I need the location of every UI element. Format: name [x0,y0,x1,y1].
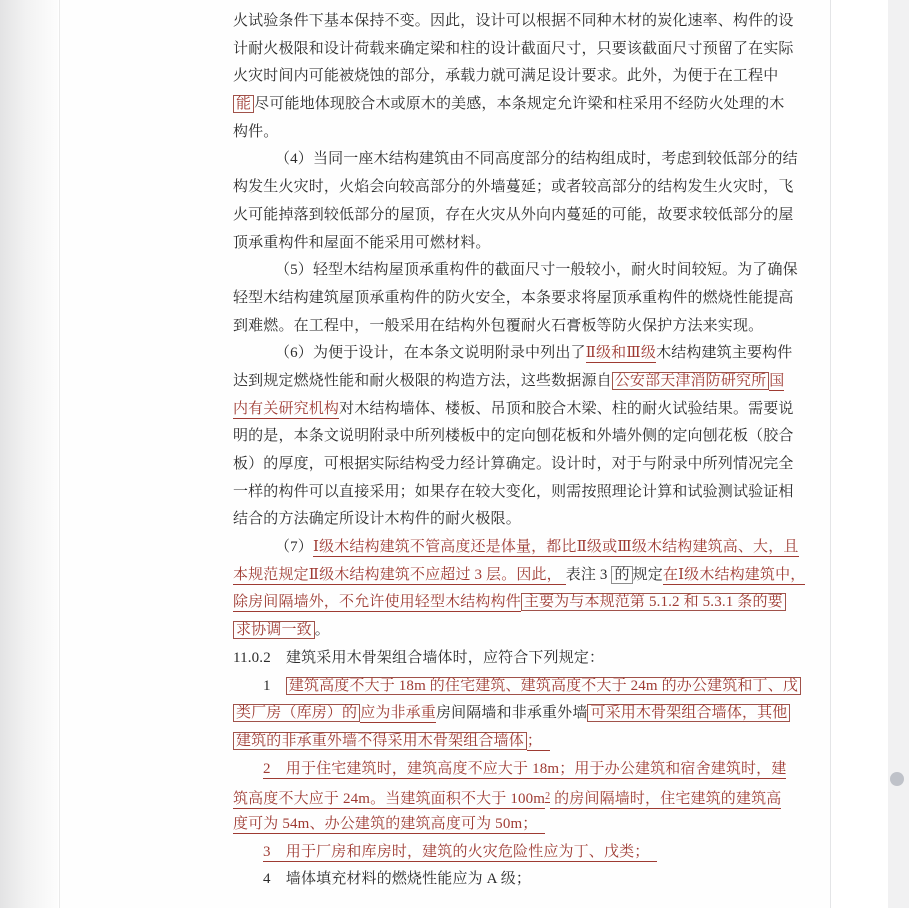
inserted-text: 3 用于厂房和库房时，建筑的火灾危险性应为丁、戊类； [263,843,658,860]
text-run: 构件。 [233,123,279,140]
text-line [233,91,833,119]
scroll-indicator[interactable] [890,772,904,786]
text-line [233,589,833,617]
text-line [233,617,833,645]
inserted-text: 2 用于住宅建筑时，建筑高度不应大于 18m；用于办公建筑和宿舍建筑时，建 [263,760,787,777]
inserted-text: 的房间隔墙时，住宅建筑的建筑高 [550,791,782,808]
text-line [233,146,833,174]
text-run: 木结构建筑主要构件 [656,345,793,362]
inserted-text: Ⅱ级和Ⅲ级 [585,345,657,362]
text-line [233,562,833,590]
text-run: 一样的构件可以直接采用；如果存在较大变化，则需按照理论计算和试验测试验证相 [233,483,794,500]
text-line [233,645,833,673]
text-line [233,285,833,313]
deleted-text-boxed: 建筑的非承重外墙不得采用木骨架组合墙体 [233,732,527,750]
inserted-text: 本规范规定Ⅱ级木结构建筑不应超过 3 层。因此， [233,566,566,583]
inserted-text: 筑高度不大应于 24m。当建筑面积不大于 100m [233,791,546,808]
text-line [233,700,833,728]
text-run: 结合的方法确定所设计木构件的耐火极限。 [233,511,521,528]
text-run: （4）当同一座木结构建筑由不同高度部分的结构组成时，考虑到较低部分的结 [275,151,798,168]
text-run: （5）轻型木结构屋顶承重构件的截面尺寸一般较小，耐火时间较短。为了确保 [275,262,798,279]
text-run: 1 [263,677,286,694]
text-line [233,866,833,894]
text-run: 火试验条件下基本保持不变。因此，设计可以根据不同种木材的炭化速率、构件的设 [233,13,794,29]
deleted-text-boxed: 的 [611,566,632,584]
text-line [233,534,833,562]
text-line [233,396,833,424]
text-line [233,423,833,451]
text-line [233,36,833,64]
deleted-text-boxed: 建筑高度不大于 18m 的住宅建筑、建筑高度不大于 24m 的办公建筑和丁、戊 [286,677,801,695]
text-line [233,839,833,867]
text-line [233,506,833,534]
text-run: （7） [275,539,313,556]
inserted-text: 内有关研究机构 [233,400,340,417]
text-line [233,63,833,91]
deleted-text-boxed: 可采用木骨架组合墙体，其他 [587,704,790,722]
text-content [233,8,833,894]
text-line [233,340,833,368]
text-run: 火灾时间内可能被烧蚀的部分，承载力就可满足设计要求。此外，为便于在工程中 [233,68,779,85]
text-line [233,230,833,258]
page-edge-shadow [0,0,58,908]
inserted-text: 除房间隔墙外，不允许使用轻型木结构构件 [233,594,521,611]
deleted-text-boxed: 公安部天津消防研究所 [612,372,770,390]
text-line [233,756,833,784]
text-run: 火可能掉落到较低部分的屋顶，存在火灾从外向内蔓延的可能，故要求较低部分的屋 [233,206,794,223]
inserted-text: ； [526,732,550,749]
text-run: 规定 [632,566,663,583]
inserted-text: 度可为 54m、办公建筑的建筑高度可为 50m； [233,815,546,832]
text-run: 尽可能地体现胶合木或原木的美感，本条规定允许梁和柱采用不经防火处理的木 [254,96,785,113]
text-line [233,368,833,396]
text-run: 4 墙体填充材料的燃烧性能应为 A 级； [263,871,532,888]
text-line [233,8,833,36]
text-run: 11.0.2 建筑采用木骨架组合墙体时，应符合下列规定： [233,649,605,666]
text-line [233,728,833,756]
text-line [233,257,833,285]
deleted-text-boxed: 求协调一致 [233,621,315,639]
text-line [233,811,833,839]
text-line [233,202,833,230]
inserted-superscript: 2 [545,791,551,803]
text-run: 房间隔墙和非承重外墙 [435,705,588,722]
text-line [233,783,833,811]
text-line [233,479,833,507]
text-run: （6）为便于设计，在本条文说明附录中列出了 [275,345,586,362]
text-run: 轻型木结构建筑屋顶承重构件的防火安全，本条要求将屋顶承重构件的燃烧性能提高 [233,289,794,306]
deleted-text-boxed: 类厂房（库房）的 [233,704,360,722]
inserted-text: 国 [769,372,785,389]
text-line [233,174,833,202]
inserted-text: 在Ⅰ级木结构建筑中， [662,566,806,583]
inserted-text: Ⅰ级木结构建筑不管高度还是体量，都比Ⅱ级或Ⅲ级木结构建筑高、大，且 [312,539,799,556]
text-run: 计耐火极限和设计荷载来确定梁和柱的设计截面尺寸，只要该截面尺寸预留了在实际 [233,40,794,57]
text-line [233,119,833,147]
text-line [233,673,833,701]
text-line [233,313,833,341]
text-run: 对木结构墙体、楼板、吊顶和胶合木梁、柱的耐火试验结果。需要说 [339,400,794,417]
text-run: 表注 3 [565,566,612,583]
deleted-text-boxed: 能 [233,95,254,113]
document-page [60,0,831,908]
text-run: 板）的厚度，可根据实际结构受力经计算确定。设计时，对于与附录中所列情况完全 [233,456,794,472]
text-run: 到难燃。在工程中，一般采用在结构外包覆耐火石膏板等防火保护方法来实现。 [233,317,764,334]
inserted-text: 应为非承重 [360,705,436,722]
deleted-text-boxed: 主要为与本规范第 5.1.2 和 5.3.1 条的要 [521,593,786,611]
text-run: 构发生火灾时，火焰会向较高部分的外墙蔓延；或者较高部分的结构发生火灾时，飞 [233,179,794,196]
text-run: 。 [314,622,330,639]
text-run: 明的是，本条文说明附录中所列楼板中的定向刨花板和外墙外侧的定向刨花板（胶合 [233,428,794,445]
text-run: 达到规定燃烧性能和耐火极限的构造方法，这些数据源自 [233,372,612,389]
text-run: 顶承重构件和屋面不能采用可燃材料。 [233,234,491,251]
text-line [233,451,833,479]
